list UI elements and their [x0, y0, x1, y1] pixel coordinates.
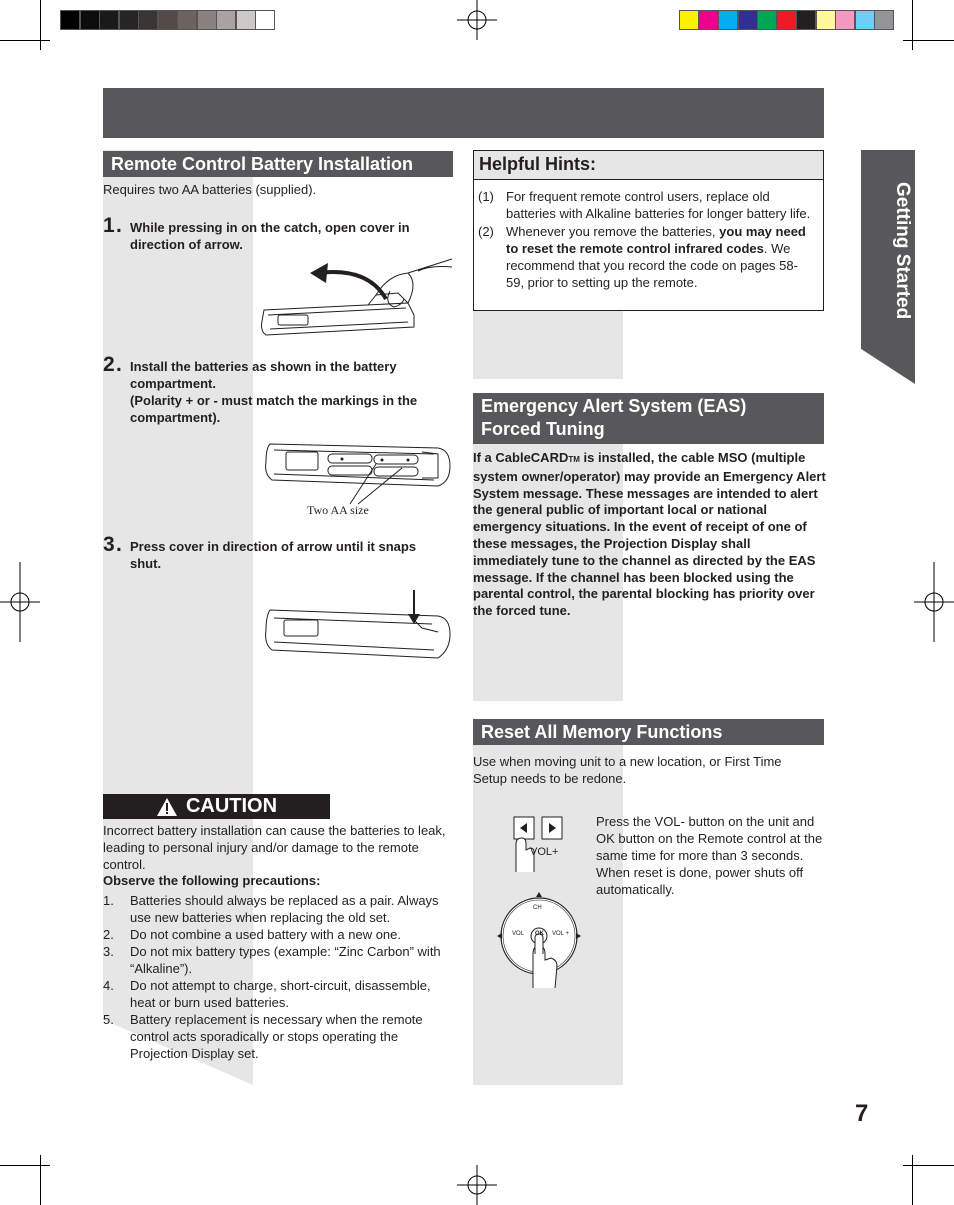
color-swatch [80, 10, 100, 30]
color-swatch [177, 10, 197, 30]
reset-section-title: Reset All Memory Functions [473, 719, 824, 745]
step-1-text: While pressing in on the catch, open cover in direction of arrow. [130, 220, 410, 252]
color-swatch [255, 10, 275, 30]
eas-section-title: Emergency Alert System (EAS) Forced Tuning [473, 393, 824, 444]
step-3-dot: . [116, 533, 122, 556]
caution-title: CAUTION [185, 795, 278, 817]
reset-intro: Use when moving unit to a new location, or First Time Setup needs to be redone. [473, 754, 782, 786]
color-swatch [699, 10, 719, 30]
color-swatch [816, 10, 836, 30]
color-swatch [99, 10, 119, 30]
step-1-dot: . [116, 214, 122, 237]
step-2-polarity-note: (Polarity + or - must match the markings in the compartment). [130, 393, 418, 425]
color-swatch [158, 10, 178, 30]
color-swatch [718, 10, 738, 30]
remote-ok-label: OK [535, 931, 544, 937]
eas-body: If a CableCARDTM is installed, the cable MSO (multiple system owner/operator) may provide an Emergency Alert System message. These messages are intended to alert the general public of important local or national emergency situations. In the event of receipt of one of these messages, the Projection Display shall immediately tune to the channel as directed by the EAS message. If the channel has been blocked using the parental control, the parental blocking has priority over the forced tune. [473, 450, 826, 619]
color-swatch [679, 10, 699, 30]
remote-open-cover-illustration [258, 255, 454, 345]
reset-instruction: Press the VOL- button on the unit and OK button on the Remote control at the same time for more than 3 seconds. When reset is done, power shuts off automatically. [596, 814, 823, 897]
side-tab-label: Getting Started [892, 182, 913, 320]
helpful-hints-box [473, 150, 824, 311]
page-number: 7 [855, 1100, 869, 1127]
color-swatch [738, 10, 758, 30]
step-2-number: 2 [103, 353, 115, 376]
step-2-dot: . [116, 353, 122, 376]
hint-1: (1) For frequent remote control users, replace old batteries with Alkaline batteries for longer battery life. [478, 189, 811, 221]
color-swatch [777, 10, 797, 30]
warning-triangle-icon [156, 797, 178, 817]
list-item: 3. Do not mix battery types (example: “Zinc Carbon” with “Alkaline”). [103, 944, 441, 976]
hint-2: (2) Whenever you remove the batteries, you may need to reset the remote control infrared codes. We recommend that you record the code on pages 58-59, prior to setting up the remote. [478, 224, 806, 290]
color-swatch [138, 10, 158, 30]
unit-vol-plus-label: VOL+ [530, 846, 559, 858]
list-item: 1. Batteries should always be replaced as a pair. Always use new batteries when replacing the old set. [103, 893, 439, 925]
color-swatch [216, 10, 236, 30]
remote-vol-plus-label: VOL + [552, 931, 569, 937]
list-item: 5. Battery replacement is necessary when the remote control acts sporadically or stops operating the Projection Display set. [103, 1012, 423, 1061]
color-swatch [197, 10, 217, 30]
hints-shade [473, 300, 623, 379]
remote-close-cover-illustration [262, 588, 454, 664]
caution-banner [103, 794, 330, 819]
remote-ch-label: CH [533, 905, 542, 911]
color-swatch [60, 10, 80, 30]
color-swatch [855, 10, 875, 30]
step-3-number: 3 [103, 533, 115, 556]
list-item: 2. Do not combine a used battery with a new one. [103, 927, 401, 942]
list-item: 4. Do not attempt to charge, short-circuit, disassemble, heat or burn used batteries. [103, 978, 431, 1010]
color-swatch [796, 10, 816, 30]
battery-size-caption: Two AA size [307, 503, 369, 517]
battery-intro: Requires two AA batteries (supplied). [103, 182, 317, 197]
remote-vol-minus-label: VOL [512, 931, 525, 937]
caption-leader-lines [330, 460, 410, 505]
hints-title: Helpful Hints: [474, 151, 823, 180]
color-swatch [835, 10, 855, 30]
color-swatch [119, 10, 139, 30]
caution-intro: Incorrect battery installation can cause the batteries to leak, leading to personal injury and/or damage to the remote control. [103, 823, 446, 872]
battery-section-title: Remote Control Battery Installation [103, 151, 453, 177]
caution-observe: Observe the following precautions: [103, 873, 321, 888]
step-2-text: Install the batteries as shown in the battery compartment. [130, 359, 397, 391]
color-swatch [236, 10, 256, 30]
unit-vol-buttons-illustration [506, 812, 568, 874]
top-banner [103, 88, 824, 138]
color-swatch [757, 10, 777, 30]
precautions-list [103, 892, 453, 1062]
step-1-number: 1 [103, 214, 115, 237]
step-3-text: Press cover in direction of arrow until it snaps shut. [130, 539, 417, 571]
color-swatch [874, 10, 894, 30]
